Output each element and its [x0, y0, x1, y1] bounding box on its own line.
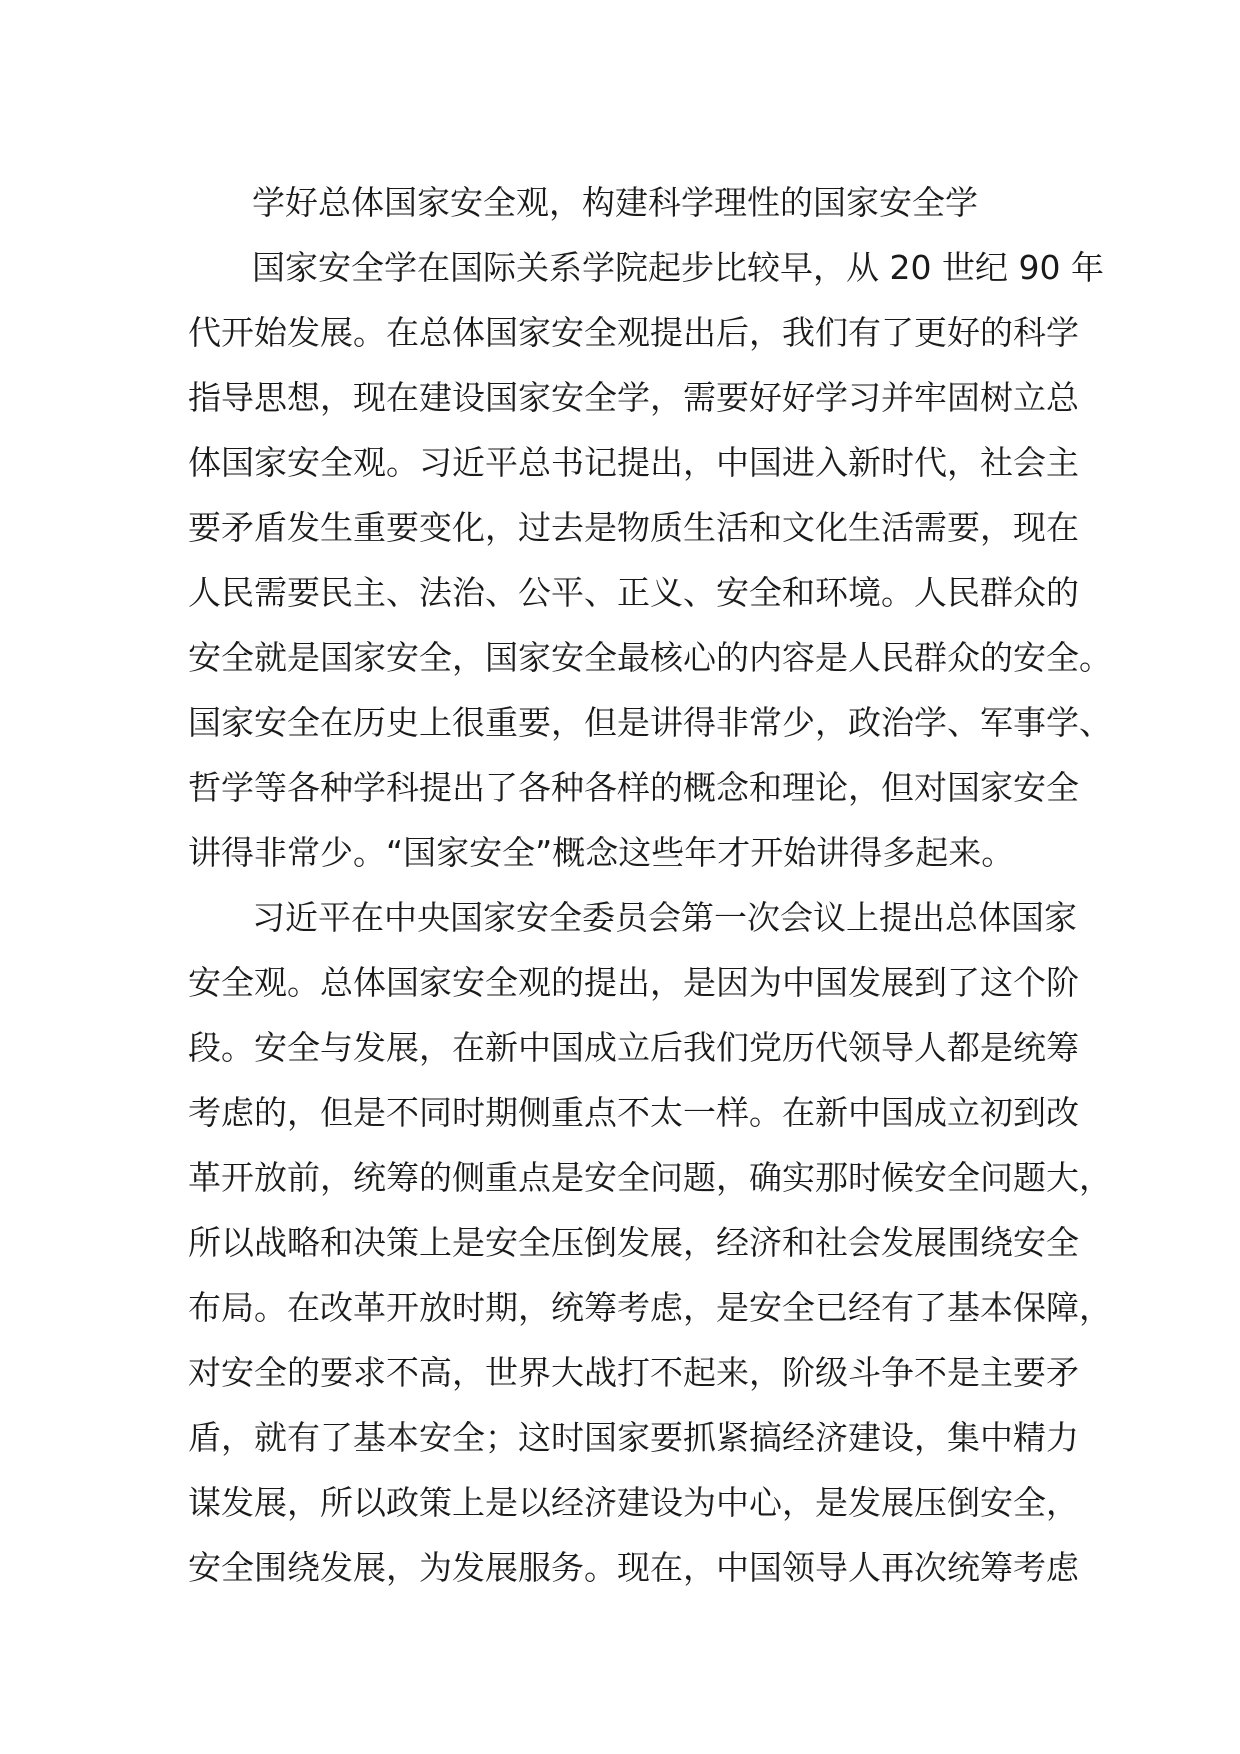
- paragraph-line: 谋发展，所以政策上是以经济建设为中心，是发展压倒安全，: [188, 1483, 1079, 1522]
- paragraph-line: 指导思想，现在建设国家安全学，需要好好学习并牢固树立总: [188, 378, 1079, 417]
- document-title: 学好总体国家安全观，构建科学理性的国家安全学: [252, 183, 978, 222]
- paragraph-line: 要矛盾发生重要变化，过去是物质生活和文化生活需要，现在: [188, 508, 1079, 547]
- paragraph-line: 考虑的，但是不同时期侧重点不太一样。在新中国成立初到改: [188, 1093, 1079, 1132]
- paragraph-line: 所以战略和决策上是安全压倒发展，经济和社会发展围绕安全: [188, 1223, 1079, 1262]
- paragraph-line: 习近平在中央国家安全委员会第一次会议上提出总体国家: [252, 898, 1077, 937]
- paragraph-line: 革开放前，统筹的侧重点是安全问题，确实那时候安全问题大，: [188, 1158, 1112, 1197]
- paragraph-line: 安全观。总体国家安全观的提出，是因为中国发展到了这个阶: [188, 963, 1079, 1002]
- paragraph-line: 布局。在改革开放时期，统筹考虑，是安全已经有了基本保障，: [188, 1288, 1112, 1327]
- paragraph-2: [188, 885, 1112, 1600]
- paragraph-line: 讲得非常少。“国家安全”概念这些年才开始讲得多起来。: [188, 833, 1015, 872]
- paragraph-line: 对安全的要求不高，世界大战打不起来，阶级斗争不是主要矛: [188, 1353, 1079, 1392]
- document-body: [188, 170, 1112, 1600]
- paragraph-line: 体国家安全观。习近平总书记提出，中国进入新时代，社会主: [188, 443, 1079, 482]
- paragraph-line: 安全就是国家安全，国家安全最核心的内容是人民群众的安全。: [188, 638, 1112, 677]
- paragraph-line: 哲学等各种学科提出了各种各样的概念和理论，但对国家安全: [188, 768, 1079, 807]
- paragraph-line: 国家安全学在国际关系学院起步比较早，从 20 世纪 90 年: [252, 248, 1104, 287]
- paragraph-line: 国家安全在历史上很重要，但是讲得非常少，政治学、军事学、: [188, 703, 1112, 742]
- paragraph-line: 代开始发展。在总体国家安全观提出后，我们有了更好的科学: [188, 313, 1079, 352]
- paragraph-line: 人民需要民主、法治、公平、正义、安全和环境。人民群众的: [188, 573, 1079, 612]
- paragraph-line: 安全围绕发展，为发展服务。现在，中国领导人再次统筹考虑: [188, 1548, 1079, 1587]
- paragraph-line: 段。安全与发展，在新中国成立后我们党历代领导人都是统筹: [188, 1028, 1079, 1067]
- paragraph-line: 盾，就有了基本安全；这时国家要抓紧搞经济建设，集中精力: [188, 1418, 1079, 1457]
- paragraph-1: [188, 235, 1112, 885]
